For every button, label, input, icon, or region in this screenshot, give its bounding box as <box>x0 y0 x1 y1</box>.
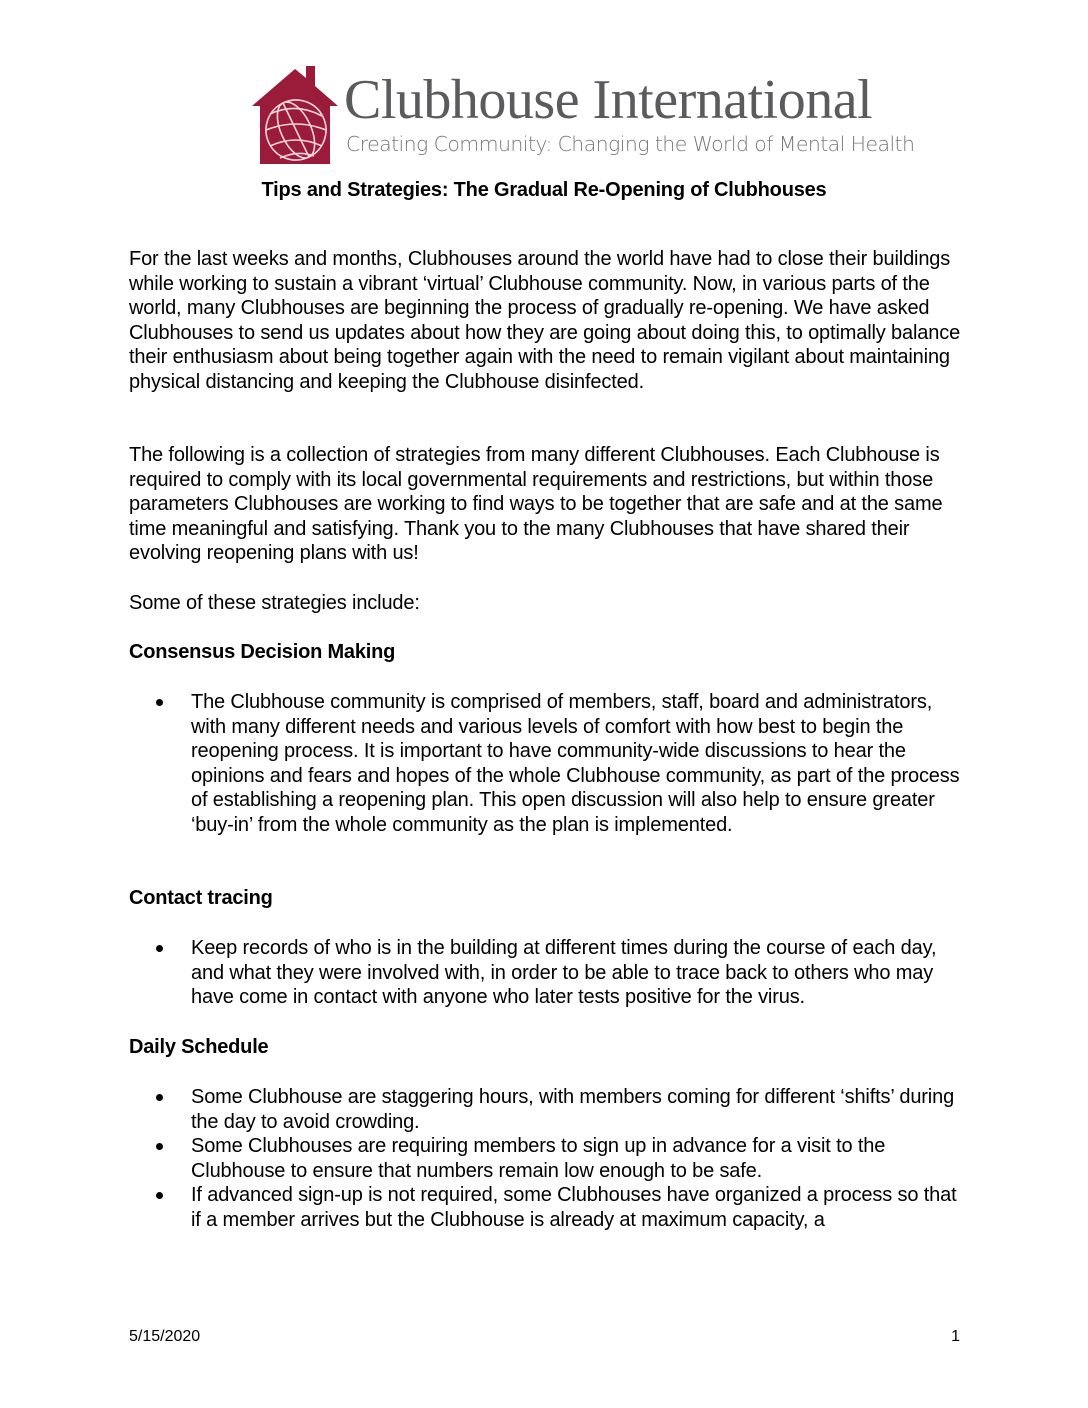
section-heading-contact-tracing: Contact tracing <box>129 887 273 909</box>
list-item <box>129 1183 969 1232</box>
list-item <box>129 690 969 838</box>
consensus-bullet-list <box>129 690 969 838</box>
section-heading-daily-schedule: Daily Schedule <box>129 1036 269 1058</box>
list-item <box>129 1134 969 1183</box>
daily-schedule-bullet-list <box>129 1085 969 1233</box>
contact-tracing-bullet-list <box>129 936 969 1010</box>
footer-date: 5/15/2020 <box>129 1328 201 1345</box>
bullet-icon <box>156 1192 163 1199</box>
collection-paragraph: The following is a collection of strategies from many different Clubhouses. Each Clubhouse is required to comply with its local governmental requirements and restrictions, but within those parameters Clubhouses are working to find ways to be together that are safe and at the same time meaningful and satisfying. Thank you to the many Clubhouses that have shared their evolving reopening plans with us! <box>129 444 943 565</box>
list-item-text: If advanced sign-up is not required, some Clubhouses have organized a process so that if a member arrives but the Clubhouse is already at maximum capacity, a <box>191 1184 957 1231</box>
list-item-text: Some Clubhouse are staggering hours, with members coming for different ‘shifts’ during the day to avoid crowding. <box>191 1086 955 1133</box>
list-item-text: Keep records of who is in the building at different times during the course of each day, and what they were involved with, in order to be able to trace back to others who may have come in contact with anyone who later tests positive for the virus. <box>191 937 937 1009</box>
list-item <box>129 1085 969 1134</box>
logo-name: Clubhouse International <box>344 69 873 131</box>
list-item-text: The Clubhouse community is comprised of members, staff, board and administrators, with many different needs and various levels of comfort with how best to begin the reopening process. It is important to have community-wide discussions to hear the opinions and fears and hopes of the whole Clubhouse community, as part of the process of establishing a reopening plan. This open discussion will also help to ensure greater ‘buy-in’ from the whole community as the plan is implemented. <box>191 691 960 836</box>
intro-paragraph: For the last weeks and months, Clubhouses around the world have had to close their buildings while working to sustain a vibrant ‘virtual’ Clubhouse community. Now, in various parts of the world, many Clubhouses are beginning the process of gradually re-opening. We have asked Clubhouses to send us updates about how they are going about doing this, to optimally balance their enthusiasm about being together again with the need to remain vigilant about maintaining physical distancing and keeping the Clubhouse disinfected. <box>129 248 961 393</box>
bullet-icon <box>156 945 163 952</box>
list-item <box>129 936 969 1010</box>
clubhouse-international-logo <box>252 64 915 168</box>
bullet-icon <box>156 1094 163 1101</box>
document-title: Tips and Strategies: The Gradual Re-Opening of Clubhouses <box>261 179 827 201</box>
section-heading-consensus: Consensus Decision Making <box>129 641 396 663</box>
house-globe-icon <box>252 64 338 164</box>
bullet-icon <box>156 1143 163 1150</box>
list-item-text: Some Clubhouses are requiring members to sign up in advance for a visit to the Clubhouse to ensure that numbers remain low enough to be safe. <box>191 1135 886 1182</box>
bullet-icon <box>156 699 163 706</box>
logo-tagline: Creating Community: Changing the World of Mental Health <box>346 132 915 156</box>
strategies-lead-in: Some of these strategies include: <box>129 592 420 614</box>
page-number: 1 <box>951 1328 960 1345</box>
